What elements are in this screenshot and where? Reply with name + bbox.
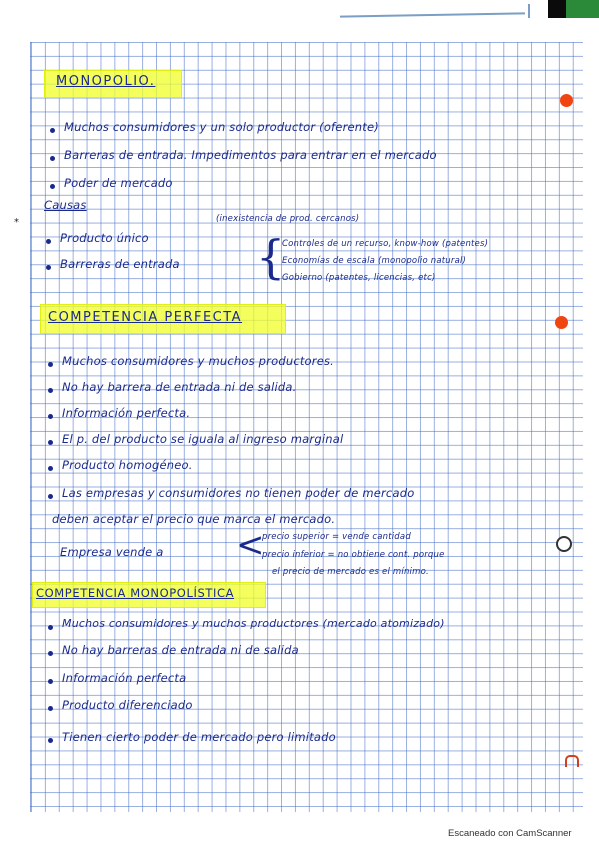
monopolio-line-1: Muchos consumidores y un solo productor (oferente) <box>64 120 379 134</box>
perfecta-line-3: Información perfecta. <box>62 406 191 420</box>
bullet <box>48 625 53 630</box>
perfecta-line-5: Producto homogéneo. <box>62 458 193 472</box>
empresa-label: Empresa vende a <box>60 545 164 559</box>
monopolistica-line-5: Tienen cierto poder de mercado pero limitado <box>62 730 336 744</box>
scanner-watermark: Escaneado con CamScanner <box>448 828 572 839</box>
bullet <box>48 388 53 393</box>
perfecta-line-4: El p. del producto se iguala al ingreso marginal <box>62 432 344 446</box>
bullet <box>46 239 51 244</box>
bullet <box>48 466 53 471</box>
bullet <box>48 362 53 367</box>
perfecta-line-7: deben aceptar el precio que marca el mercado. <box>52 512 336 526</box>
binder-ring <box>556 536 572 552</box>
bullet <box>50 128 55 133</box>
bullet <box>48 494 53 499</box>
bullet <box>46 265 51 270</box>
monopolistica-line-4: Producto diferenciado <box>62 698 193 712</box>
barrier-note-3: Gobierno (patentes, licencias, etc) <box>282 273 436 283</box>
cause-unique-note: (inexistencia de prod. cercanos) <box>216 214 360 224</box>
monopolio-line-3: Poder de mercado <box>64 176 173 190</box>
barrier-note-2: Economías de escala (monopolio natural) <box>282 256 467 266</box>
margin-mark: ⁎ <box>14 214 19 225</box>
bullet <box>48 414 53 419</box>
top-edge-tick <box>528 4 530 18</box>
bullet <box>48 651 53 656</box>
bullet <box>48 440 53 445</box>
brace: { <box>256 230 286 284</box>
empresa-note-2: precio inferior = no obtiene cont. porque <box>262 550 445 560</box>
heading-competencia-perfecta: COMPETENCIA PERFECTA <box>48 310 243 325</box>
causes-label: Causas <box>44 198 87 212</box>
monopolistica-line-2: No hay barreras de entrada ni de salida <box>62 643 299 657</box>
heading-competencia-monopolistica: COMPETENCIA MONOPOLÍSTICA <box>36 586 235 600</box>
cause-entry-barriers: Barreras de entrada <box>60 257 180 271</box>
cause-unique-product: Producto único <box>60 231 149 245</box>
binder-tag <box>565 755 579 767</box>
bullet <box>48 679 53 684</box>
corner-block-black <box>548 0 568 18</box>
brace: < <box>236 525 265 565</box>
binder-dot-1 <box>560 94 573 107</box>
barrier-note-1: Controles de un recurso, know-how (patentes) <box>282 239 489 249</box>
empresa-note-1: precio superior = vende cantidad <box>262 532 411 542</box>
heading-monopolio: MONOPOLIO. <box>56 74 156 89</box>
perfecta-line-1: Muchos consumidores y muchos productores. <box>62 354 335 368</box>
monopolio-line-2: Barreras de entrada. Impedimentos para entrar en el mercado <box>64 148 437 162</box>
bullet <box>48 738 53 743</box>
top-edge-line <box>340 12 525 17</box>
bullet <box>50 156 55 161</box>
perfecta-line-2: No hay barrera de entrada ni de salida. <box>62 380 297 394</box>
corner-block-green <box>566 0 599 18</box>
monopolistica-line-3: Información perfecta <box>62 671 187 685</box>
perfecta-line-6: Las empresas y consumidores no tienen poder de mercado <box>62 486 415 500</box>
empresa-note-3: el precio de mercado es el mínimo. <box>272 567 429 577</box>
binder-dot-2 <box>555 316 568 329</box>
monopolistica-line-1: Muchos consumidores y muchos productores (mercado atomizado) <box>62 617 445 630</box>
bullet <box>50 184 55 189</box>
bullet <box>48 706 53 711</box>
